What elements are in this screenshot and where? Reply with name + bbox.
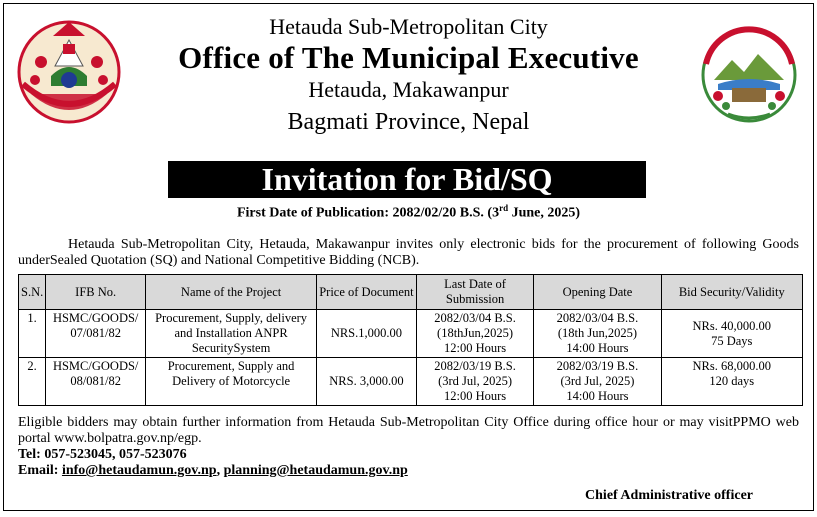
signatory: Chief Administrative officer [585, 488, 753, 503]
telephone-line: Tel: 057-523045, 057-523076 [18, 447, 187, 462]
notice-title: Invitation for Bid/SQ [168, 161, 646, 198]
province-name: Bagmati Province, Nepal [287, 109, 530, 135]
bid-table [18, 274, 803, 406]
col-header-opening: Opening Date [534, 275, 661, 310]
cell-project: Procurement, Supply, delivery and Installation ANPR SecuritySystem [146, 310, 317, 358]
cell-ifb: HSMC/GOODS/ 07/081/82 [46, 310, 146, 358]
cell-ifb: HSMC/GOODS/ 08/081/82 [46, 358, 146, 406]
cell-security: NRs. 68,000.00 120 days [661, 358, 802, 406]
col-header-last-date: Last Date of Submission [416, 275, 534, 310]
cell-sn: 2. [19, 358, 46, 406]
info-paragraph: Eligible bidders may obtain further information from Hetauda Sub-Metropolitan City Office during office hour or may visitPPMO web portal www.bolpatra.gov.np/egp. [18, 415, 799, 446]
col-header-ifb: IFB No. [46, 275, 146, 310]
office-name: Office of The Municipal Executive [178, 40, 639, 75]
cell-security: NRs. 40,000.00 75 Days [661, 310, 802, 358]
table-row [19, 310, 803, 358]
cell-price: NRS. 3,000.00 [317, 358, 417, 406]
office-location: Hetauda, Makawanpur [308, 77, 509, 102]
footer-section [18, 415, 799, 479]
email-link-info[interactable]: info@hetaudamun.gov.np [61, 463, 217, 478]
col-header-project: Name of the Project [146, 275, 317, 310]
cell-price: NRS.1,000.00 [317, 310, 417, 358]
email-link-planning[interactable]: planning@hetaudamun.gov.np [223, 463, 408, 478]
table-row [19, 358, 803, 406]
col-header-security: Bid Security/Validity [661, 275, 802, 310]
publication-date: First Date of Publication: 2082/02/20 B.S. (3rd June, 2025) [236, 203, 581, 221]
city-name: Hetauda Sub-Metropolitan City [269, 14, 548, 39]
col-header-sn: S.N. [19, 275, 46, 310]
table-header-row [19, 275, 803, 310]
cell-opening-date: 2082/03/04 B.S. (18th Jun,2025) 14:00 Hours [534, 310, 661, 358]
email-line: Email: info@hetaudamun.gov.np, planning@hetaudamun.gov.np [18, 463, 408, 478]
notice-page [3, 3, 814, 511]
cell-opening-date: 2082/03/19 B.S. (3rd Jul, 2025) 14:00 Hours [534, 358, 661, 406]
col-header-price: Price of Document [317, 275, 417, 310]
cell-sn: 1. [19, 310, 46, 358]
cell-last-date: 2082/03/04 B.S. (18thJun,2025) 12:00 Hours [416, 310, 534, 358]
letterhead [4, 14, 813, 138]
cell-last-date: 2082/03/19 B.S. (3rd Jul, 2025) 12:00 Hours [416, 358, 534, 406]
intro-paragraph: Hetauda Sub-Metropolitan City, Hetauda, Makawanpur invites only electronic bids for the procurement of following Goods underSealed Quotation (SQ) and National Competitive Bidding (NCB). [18, 237, 799, 268]
cell-project: Procurement, Supply and Delivery of Motorcycle [146, 358, 317, 406]
